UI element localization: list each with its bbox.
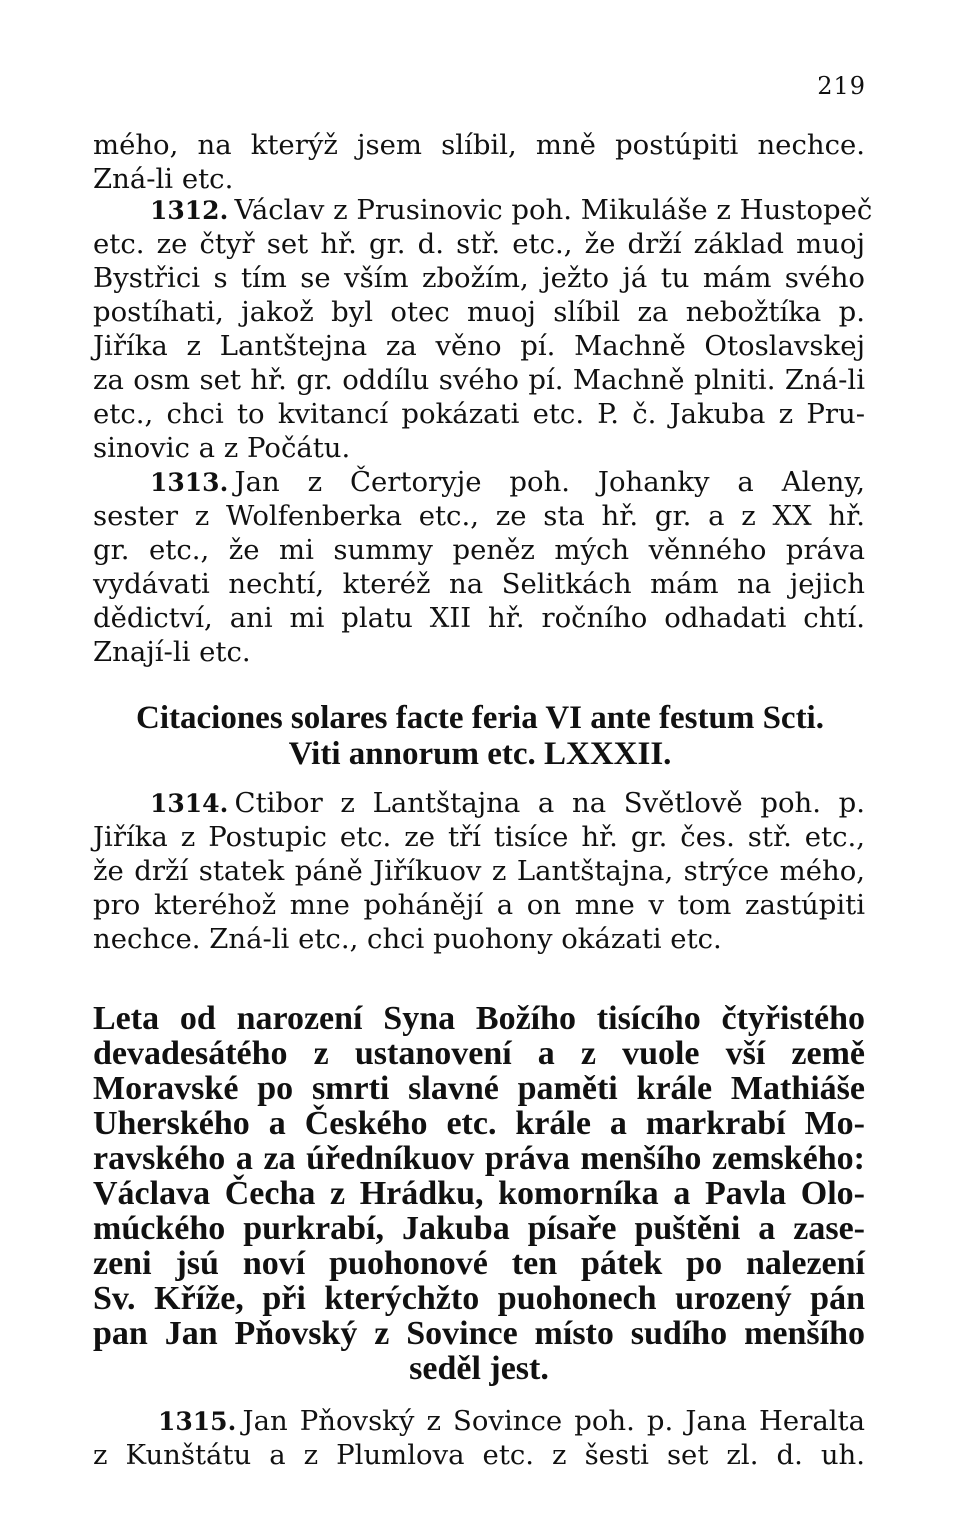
text-line: dědictví, ani mi platu XII hř. ročního odhadati chtí. <box>93 602 865 634</box>
entry-1313-first-line <box>150 465 865 499</box>
heading-line: pan Jan Pňovský z Sovince místo sudího menšího <box>93 1315 865 1352</box>
heading-line: Uherského a Českého etc. krále a markrabí Mo- <box>93 1105 865 1142</box>
entry-text: Jan z Čertoryje poh. Johanky a Aleny, <box>234 466 865 498</box>
text-line: Bystřici s tím se vším zbožím, ježto já tu mám svého <box>93 262 865 294</box>
page-number: 219 <box>817 72 866 100</box>
heading-line: Moravské po smrti slavné paměti krále Mathiáše <box>93 1070 865 1107</box>
entry-number: 1314. <box>150 789 229 818</box>
entry-text: Václav z Prusinovic poh. Mikuláše z Hustopeč <box>234 194 873 226</box>
text-line: nechce. Zná-li etc., chci puohony okázati etc. <box>93 923 722 955</box>
text-line: gr. etc., že mi summy peněz mých věnného práva <box>93 534 865 566</box>
heading-line: Sv. Kříže, při kterýchžto puohonech urozený pán <box>93 1280 865 1317</box>
text-line: Zná-li etc. <box>93 163 234 195</box>
text-line: Znají-li etc. <box>93 636 251 668</box>
text-line: etc. ze čtyř set hř. gr. d. stř. etc., že drží základ muoj <box>93 228 865 260</box>
text-line: sester z Wolfenberka etc., ze sta hř. gr. a z XX hř. <box>93 500 865 532</box>
heading-line: zeni jsú noví puohonové ten pátek po nalezení <box>93 1245 865 1282</box>
text-line: z Kunštátu a z Plumlova etc. z šesti set zl. d. uh. <box>93 1439 865 1471</box>
entry-number: 1315. <box>158 1407 237 1436</box>
text-line: že drží statek páně Jiříkuov z Lantštajna, strýce mého, <box>93 855 865 887</box>
section-heading: Citaciones solares facte feria VI ante festum Scti. <box>136 700 824 736</box>
text-line: Jiříka z Lantštejna za věno pí. Machně Otoslavskej <box>93 330 865 362</box>
text-line: pro kteréhož mne pohánějí a on mne v tom zastúpiti <box>93 889 865 921</box>
heading-line: ravského a za úředníkuov práva menšího zemského: <box>93 1140 865 1177</box>
heading-line: Leta od narození Syna Božího tisícího čtyřistého <box>93 1000 865 1037</box>
text-line: sinovic a z Počátu. <box>93 432 351 464</box>
entry-1312-first-line <box>150 193 873 227</box>
section-heading: Viti annorum etc. LXXXII. <box>288 736 672 772</box>
text-line: Jiříka z Postupic etc. ze tří tisíce hř. gr. čes. stř. etc., <box>93 821 865 853</box>
entry-text: Ctibor z Lantštajna a na Světlově poh. p. <box>234 787 865 819</box>
entry-1315-first-line <box>158 1404 865 1438</box>
text-line: za osm set hř. gr. oddílu svého pí. Machně plniti. Zná-li <box>93 364 865 396</box>
entry-1314-first-line <box>150 786 865 820</box>
entry-number: 1313. <box>150 468 229 497</box>
text-line: postíhati, jakož byl otec muoj slíbil za nebožtíka p. <box>93 296 865 328</box>
text-line: etc., chci to kvitancí pokázati etc. P. č. Jakuba z Pru- <box>93 398 865 430</box>
heading-line: seděl jest. <box>409 1350 549 1387</box>
heading-line: devadesátého z ustanovení a z vuole vší země <box>93 1035 865 1072</box>
entry-text: Jan Pňovský z Sovince poh. p. Jana Heralta <box>242 1405 865 1437</box>
text-line: vydávati nechtí, kteréž na Selitkách mám na jejich <box>93 568 865 600</box>
heading-line: Václava Čecha z Hrádku, komorníka a Pavla Olo- <box>93 1175 865 1212</box>
text-line: mého, na kterýž jsem slíbil, mně postúpiti nechce. <box>93 129 865 161</box>
heading-line: múckého purkrabí, Jakuba písaře puštěni a zase- <box>93 1210 865 1247</box>
entry-number: 1312. <box>150 196 229 225</box>
